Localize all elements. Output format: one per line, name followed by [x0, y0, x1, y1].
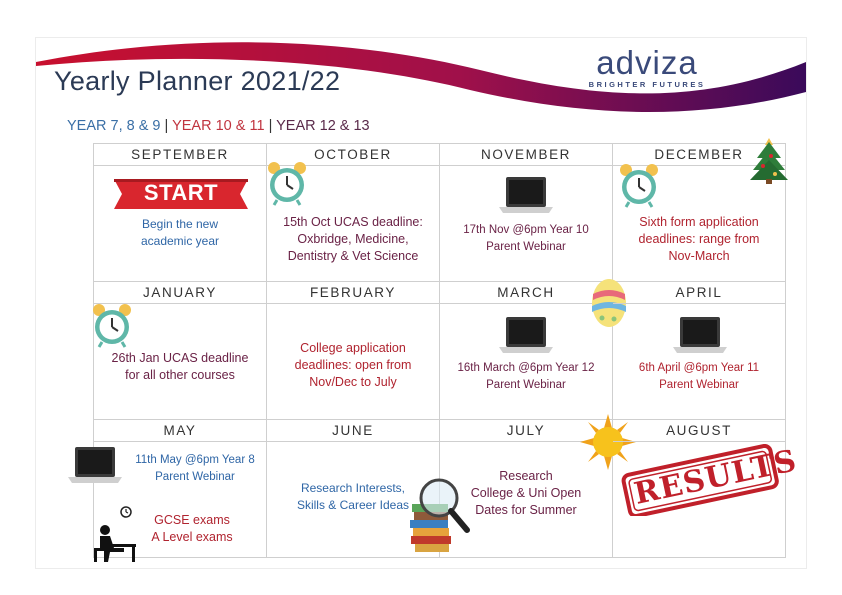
july-text: Research College & Uni Open Dates for Summer [470, 469, 582, 517]
cell-january [94, 282, 267, 420]
alarm-clock-icon [617, 162, 661, 208]
month-label-january: JANUARY [94, 282, 266, 304]
alarm-clock-icon [90, 302, 134, 348]
december-text: Sixth form application deadlines: range from Nov-March [638, 215, 760, 263]
month-label-july: JULY [440, 420, 612, 442]
start-badge-label: START [143, 180, 219, 205]
cell-august [613, 420, 801, 558]
year-10-11-label: YEAR 10 & 11 [172, 118, 265, 134]
month-label-june: JUNE [267, 420, 439, 442]
february-text: College application deadlines: open from Nov/Dec to July [294, 341, 412, 389]
alarm-clock-icon [265, 160, 309, 206]
cell-november [440, 144, 613, 282]
page-title: Yearly Planner 2021/22 [54, 66, 341, 96]
year-12-13-label: YEAR 12 & 13 [276, 118, 370, 134]
cell-june [267, 420, 440, 558]
month-label-october: OCTOBER [267, 144, 439, 166]
april-text: 6th April @6pm Year 11 Parent Webinar [638, 362, 760, 391]
cell-march [440, 282, 613, 420]
cell-july [440, 420, 613, 558]
month-label-september: SEPTEMBER [94, 144, 266, 166]
january-text: 26th Jan UCAS deadline for all other courses [111, 351, 249, 382]
month-label-april: APRIL [613, 282, 785, 304]
adviza-logo [582, 46, 712, 89]
month-label-march: MARCH [440, 282, 612, 304]
year-separator: | [268, 118, 273, 134]
logo-word: adviza [596, 44, 698, 81]
november-text: 17th Nov @6pm Year 10 Parent Webinar [463, 224, 589, 253]
cell-september [94, 144, 267, 282]
month-label-december: DECEMBER [613, 144, 785, 166]
cell-february [267, 282, 440, 420]
month-label-november: NOVEMBER [440, 144, 612, 166]
september-text: Begin the new academic year [140, 217, 220, 248]
may-exams-text: GCSE exams A Level exams [151, 513, 233, 544]
month-label-may: MAY [94, 420, 266, 442]
year-separator: | [164, 118, 169, 134]
results-stamp-label: RESULTS [631, 443, 801, 512]
laptop-icon [499, 316, 553, 354]
cell-october [267, 144, 440, 282]
laptop-icon [499, 176, 553, 214]
month-label-february: FEBRUARY [267, 282, 439, 304]
laptop-icon [68, 446, 122, 484]
planner-grid [93, 143, 801, 558]
june-text: Research Interests, Skills & Career Ideas [296, 481, 410, 512]
october-text: 15th Oct UCAS deadline: Oxbridge, Medicine, Dentistry & Vet Science [283, 215, 423, 263]
may-webinar-text: 11th May @6pm Year 8 Parent Webinar [135, 454, 255, 483]
month-label-august: AUGUST [613, 420, 785, 442]
cell-may [94, 420, 267, 558]
cell-april [613, 282, 786, 420]
march-text: 16th March @6pm Year 12 Parent Webinar [457, 362, 595, 391]
christmas-tree-icon [749, 136, 789, 184]
year-legend [67, 118, 370, 134]
logo-tagline: BRIGHTER FUTURES [588, 80, 706, 89]
year-7-8-9-label: YEAR 7, 8 & 9 [67, 118, 161, 134]
cell-december [613, 144, 786, 282]
header-swoosh-icon [0, 0, 842, 130]
laptop-icon [673, 316, 727, 354]
